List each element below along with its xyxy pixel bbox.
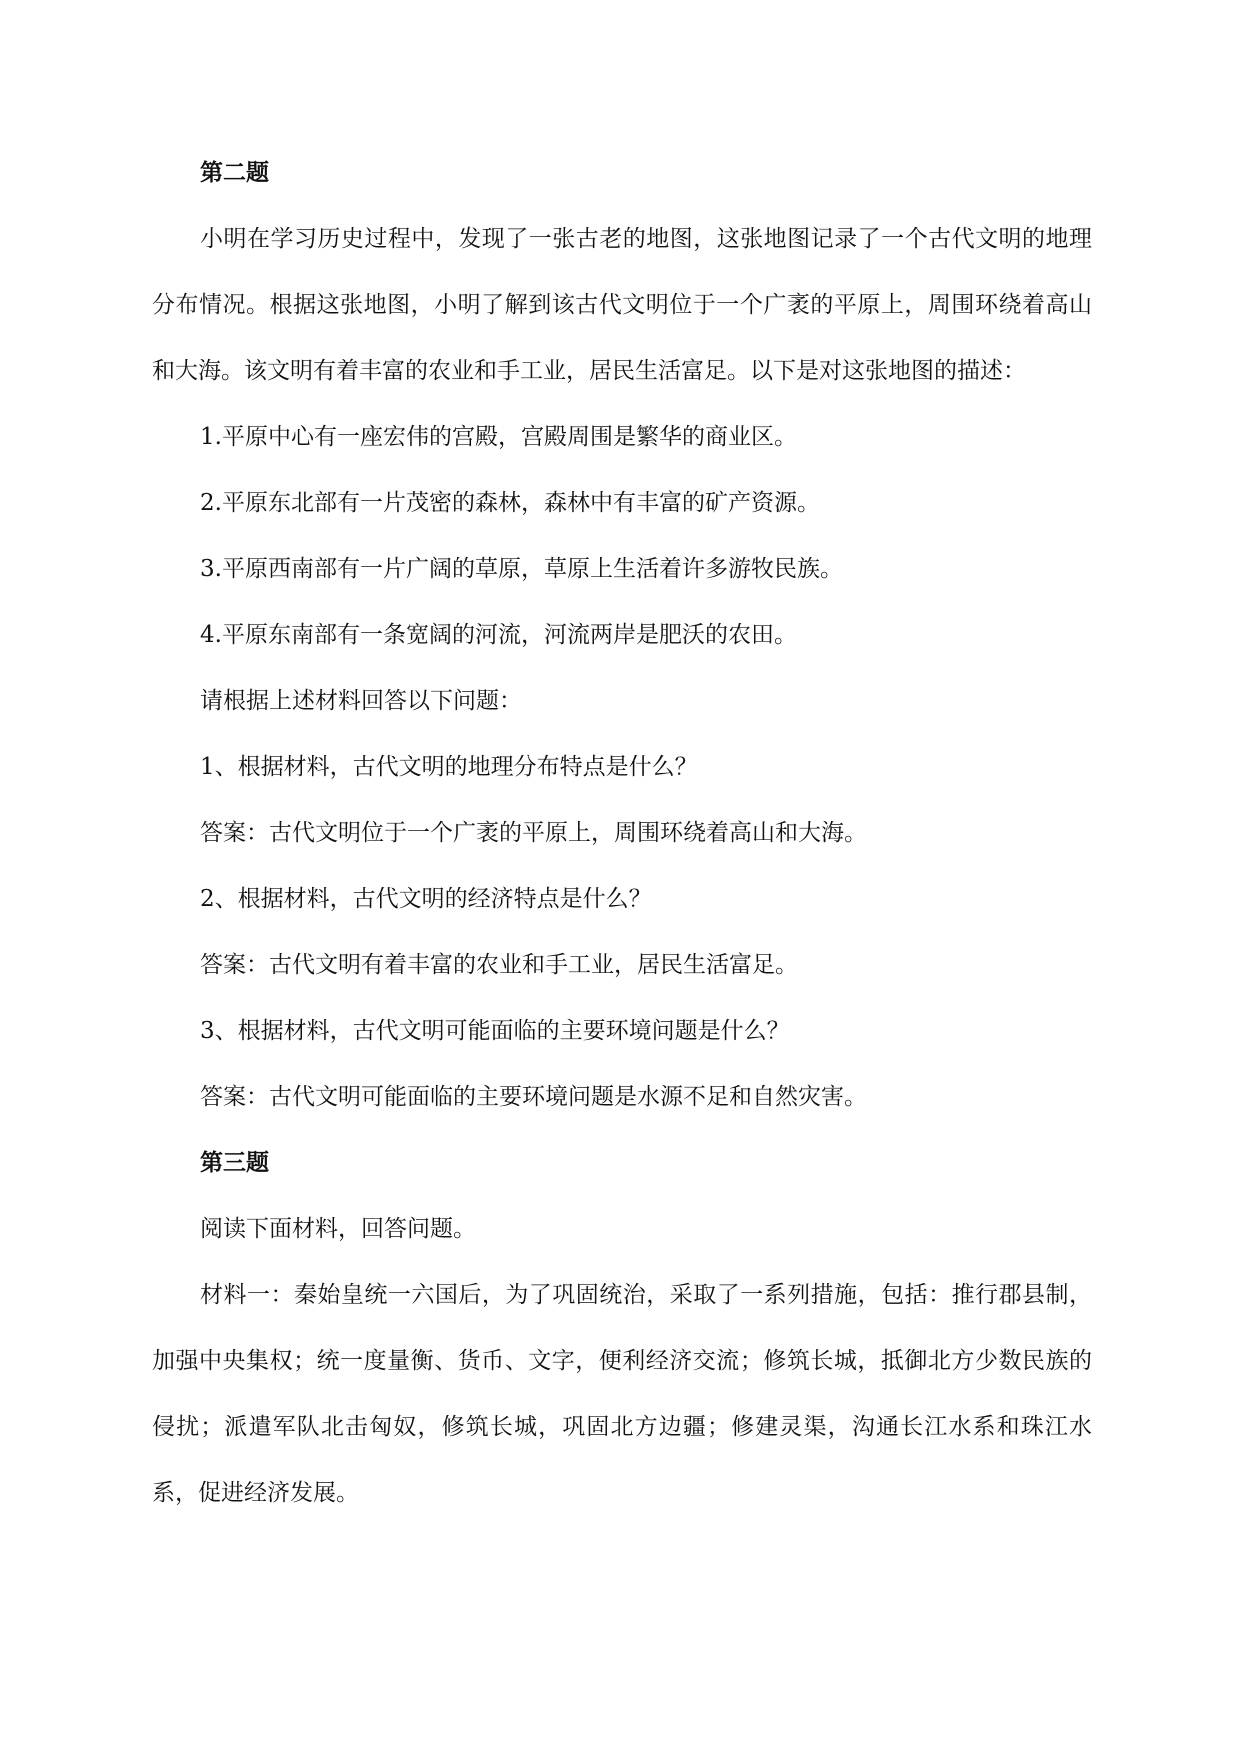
question-3: 3、根据材料，古代文明可能面临的主要环境问题是什么？ (200, 1018, 790, 1044)
answer-3: 答案：古代文明可能面临的主要环境问题是水源不足和自然灾害。 (200, 1084, 867, 1110)
map-item-1: 1.平原中心有一座宏伟的宫殿，宫殿周围是繁华的商业区。 (200, 424, 797, 450)
document-page (152, 140, 1092, 1526)
question-1: 1、根据材料，古代文明的地理分布特点是什么？ (200, 754, 698, 780)
section3-intro: 阅读下面材料，回答问题。 (200, 1216, 476, 1242)
question-prompt: 请根据上述材料回答以下问题： (200, 688, 522, 714)
section3-title: 第三题 (200, 1149, 269, 1176)
question-2: 2、根据材料，古代文明的经济特点是什么？ (200, 886, 652, 912)
map-item-4: 4.平原东南部有一条宽阔的河流，河流两岸是肥沃的农田。 (200, 622, 797, 648)
section2-title: 第二题 (200, 159, 269, 186)
section2-intro: 小明在学习历史过程中，发现了一张古老的地图，这张地图记录了一个古代文明的地理分布情况。根据这张地图，小明了解到该古代文明位于一个广袤的平原上，周围环绕着高山和大海。该文明有着丰富的农业和手工业，居民生活富足。以下是对这张地图的描述： (152, 226, 1092, 384)
material-1: 材料一：秦始皇统一六国后，为了巩固统治，采取了一系列措施，包括：推行郡县制，加强中央集权；统一度量衡、货币、文字，便利经济交流；修筑长城，抵御北方少数民族的侵扰；派遣军队北击匈奴，修筑长城，巩固北方边疆；修建灵渠，沟通长江水系和珠江水系，促进经济发展。 (152, 1282, 1092, 1506)
answer-2: 答案：古代文明有着丰富的农业和手工业，居民生活富足。 (200, 952, 798, 978)
map-item-3: 3.平原西南部有一片广阔的草原，草原上生活着许多游牧民族。 (200, 556, 843, 582)
answer-1: 答案：古代文明位于一个广袤的平原上，周围环绕着高山和大海。 (200, 820, 867, 846)
map-item-2: 2.平原东北部有一片茂密的森林，森林中有丰富的矿产资源。 (200, 490, 820, 516)
